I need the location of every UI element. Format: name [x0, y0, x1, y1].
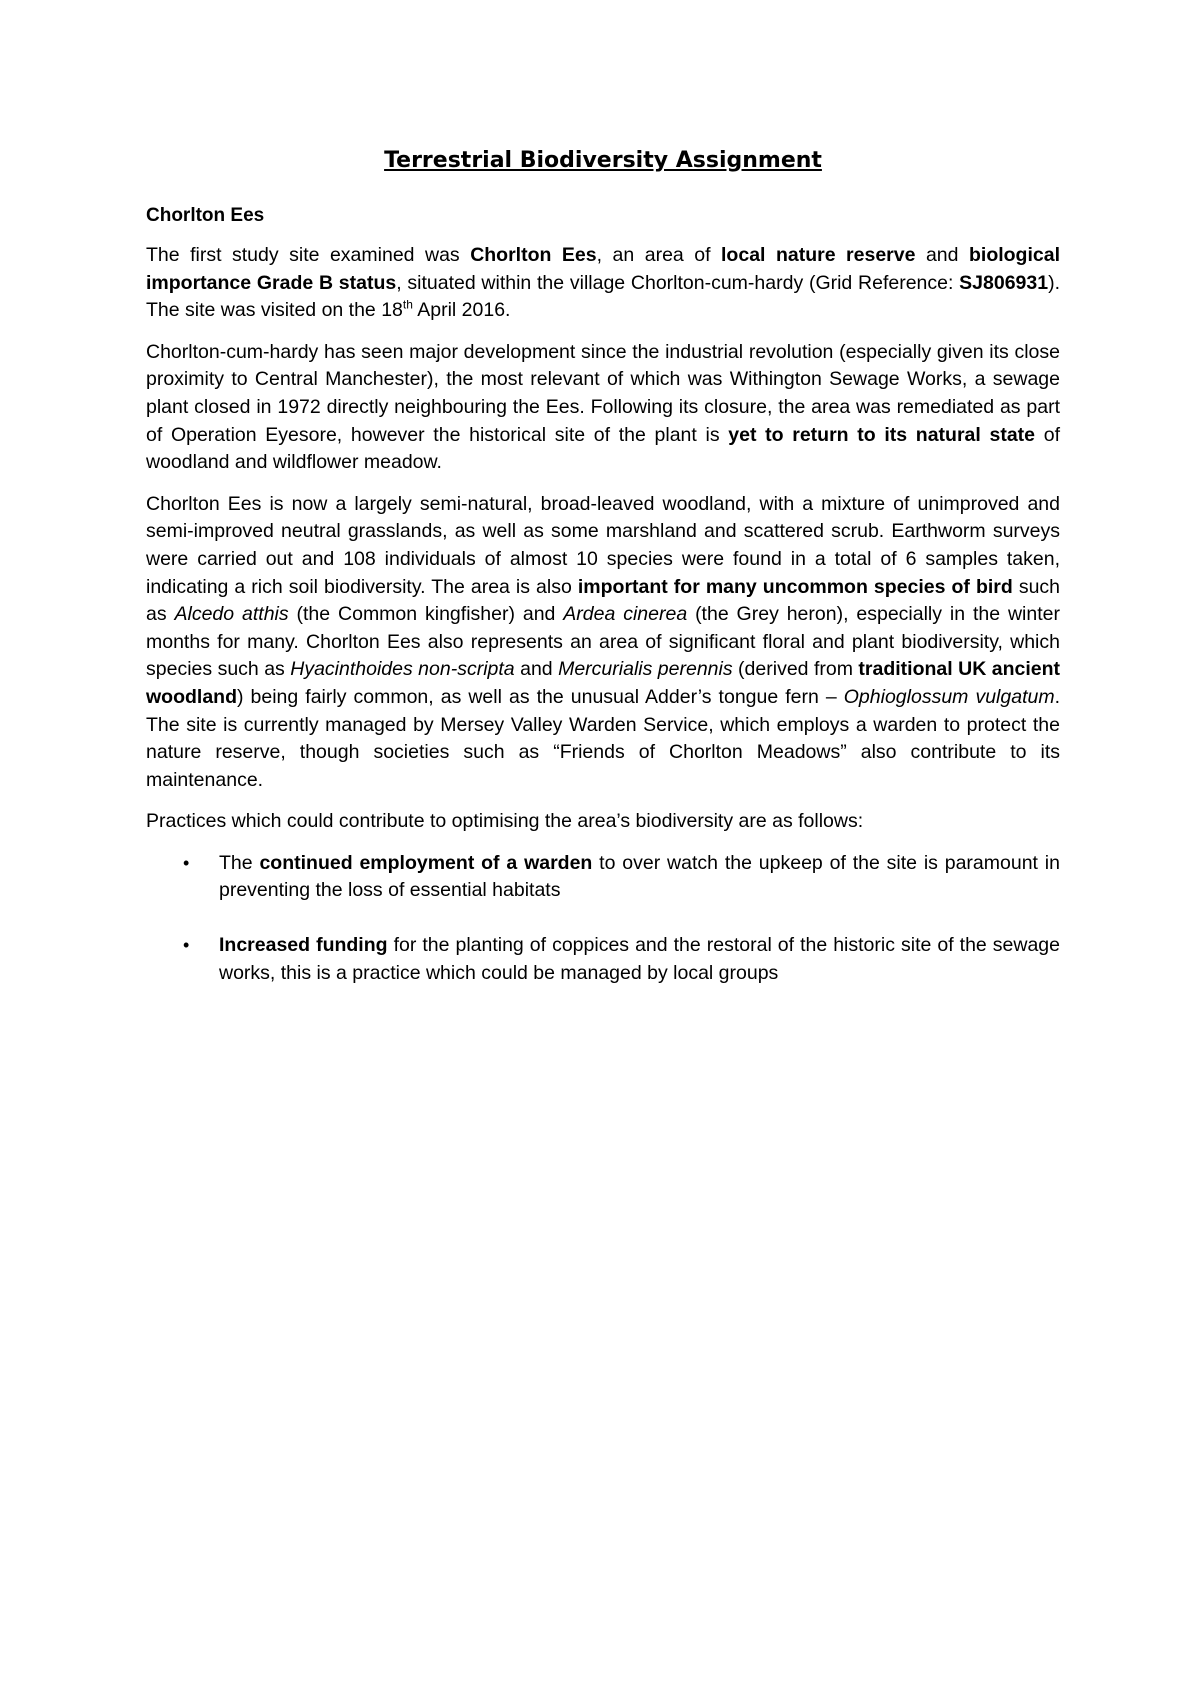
list-item: [146, 932, 1060, 987]
text-run: , an area of: [596, 244, 722, 266]
text-run: April 2016.: [412, 299, 511, 322]
text-run: Chorlton Ees is now a largely semi-natural, broad-leaved woodland, with a mixture of unimproved and semi-improved neutral grasslands, as well as some marshland and scattered scrub. Earthworm surveys were carried out and 108 individuals of almost 10 species were found in a total of 6 samples taken, indicating a rich soil biodiversity. The area is also: [146, 492, 1060, 598]
text-run: The: [219, 851, 260, 874]
bold-grade-status: biological importance Grade B status: [146, 244, 1060, 294]
practices-list: [146, 850, 1060, 987]
text-run: of woodland and wildflower meadow.: [146, 423, 1060, 474]
bold-grid-reference: SJ806931: [959, 271, 1049, 294]
text-run: for the planting of coppices and the restoral of the historic site of the sewage works, this is a practice which could be managed by local groups: [219, 934, 1060, 984]
text-run: (derived from: [732, 658, 859, 681]
paragraph-site-intro: [146, 242, 1060, 325]
document-page: [146, 146, 1060, 1014]
bold-practice: Increased funding: [219, 934, 388, 957]
text-run: and: [915, 244, 969, 266]
italic-species-name: Alcedo atthis: [174, 603, 289, 626]
paragraph-practices-intro: Practices which could contribute to optimising the area’s biodiversity are as follows:: [146, 810, 864, 833]
italic-species-name: Ophioglossum vulgatum: [843, 685, 1055, 708]
bold-practice: continued employment of a warden: [259, 851, 593, 874]
text-run: (the Common kingfisher) and: [288, 603, 564, 626]
italic-species-name: Hyacinthoides non-scripta: [290, 658, 515, 681]
bold-bird-species: important for many uncommon species of bird: [577, 575, 1013, 598]
section-heading: Chorlton Ees: [146, 205, 265, 226]
text-run: (the Grey heron), especially in the winter months for many. Chorlton Ees also represents an area of significant floral and plant biodiversity, which species such as: [146, 603, 1060, 681]
bold-ancient-woodland: traditional UK ancient woodland: [146, 658, 1060, 708]
text-run: and: [514, 658, 559, 681]
ordinal-suffix: th: [402, 297, 413, 312]
document-title: Terrestrial Biodiversity Assignment: [384, 148, 822, 173]
paragraph-history: [146, 339, 1060, 477]
bullet-icon: •: [183, 852, 190, 873]
bullet-icon: •: [183, 935, 190, 956]
text-run: to over watch the upkeep of the site is paramount in preventing the loss of essential habitats: [219, 851, 1060, 902]
bold-site-name: Chorlton Ees: [470, 244, 597, 266]
italic-species-name: Ardea cinerea: [563, 603, 688, 626]
italic-species-name: Mercurialis perennis: [558, 658, 733, 681]
bold-natural-state: yet to return to its natural state: [728, 423, 1036, 446]
text-run: Chorlton-cum-hardy has seen major development since the industrial revolution (especially given its close proximity to Central Manchester), the most relevant of which was Withington Sewage Works, a sewage plant closed in 1972 directly neighbouring the Ees. Following its closure, the area was remediated as part of Operation Eyesore, however the historical site of the plant is: [146, 340, 1060, 446]
paragraph-habitat: [146, 491, 1060, 795]
text-run: The first study site examined was: [146, 244, 471, 266]
text-run: . The site is currently managed by Mersey Valley Warden Service, which employs a warden to protect the nature reserve, though societies such as “Friends of Chorlton Meadows” also contribute to its maintenance.: [146, 685, 1060, 791]
text-run: ) being fairly common, as well as the unusual Adder’s tongue fern –: [237, 685, 844, 708]
text-run: ). The site was visited on the 18: [146, 271, 1060, 322]
text-run: , situated within the village Chorlton-cum-hardy (Grid Reference:: [396, 271, 960, 294]
list-item: [146, 850, 1060, 905]
text-run: such as: [146, 575, 1061, 626]
bold-reserve-status: local nature reserve: [721, 244, 916, 266]
